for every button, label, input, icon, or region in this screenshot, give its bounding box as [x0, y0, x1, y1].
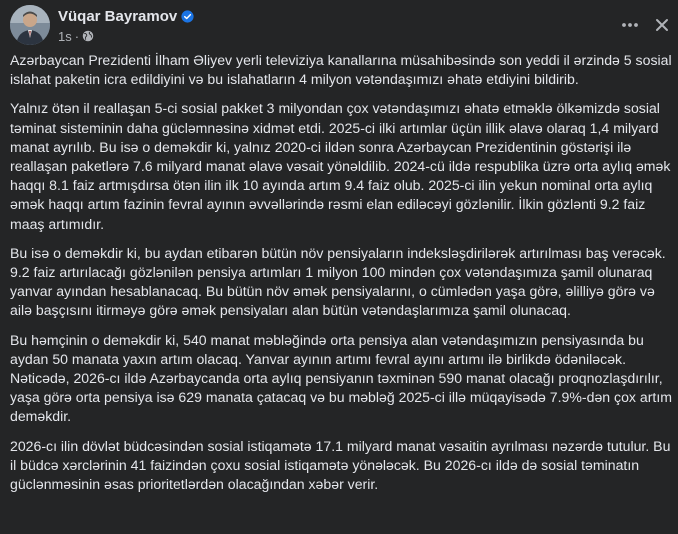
author-line — [58, 7, 194, 25]
post-body — [10, 51, 672, 504]
meta-separator: · — [74, 28, 80, 44]
author-name[interactable]: Vüqar Bayramov — [58, 7, 178, 25]
avatar[interactable] — [10, 5, 50, 45]
more-options-button[interactable] — [612, 7, 648, 43]
post-header — [10, 3, 670, 47]
post-timestamp[interactable]: 1s — [58, 28, 72, 44]
post-paragraph: Bu həmçinin o deməkdir ki, 540 manat məbləğində orta pensiya alan vətəndaşımızın pensiyasında bu aydan 50 manata yaxın artım olacaq. Yanvar ayının artımı fevral ayını artımı ilə birlikdə ödəniləcək. Nəticədə, 2026-cı ildə Azərbaycanda orta aylıq pensiyanın təxminən 590 manat olacağı proqnozlaşdırılır, yaşa görə orta pensiya isə 629 manata çatacaq və bu məbləğ 2025-ci illə müqayisədə 7.9%-dən çox artım deməkdir. — [10, 331, 673, 425]
verified-badge-icon — [181, 10, 194, 23]
hide-post-button[interactable] — [644, 7, 678, 43]
close-icon — [652, 15, 672, 35]
post-meta — [58, 28, 94, 44]
profile-photo-icon — [10, 5, 50, 45]
more-horizontal-icon — [620, 15, 640, 35]
post-paragraph: 2026-cı ilin dövlət büdcəsindən sosial istiqamətə 17.1 milyard manat vəsaitin ayrılması nəzərdə tutulur. Bu il büdcə xərclərinin 41 faizindən çoxu sosial istiqamətə yönələcək. Bu 2026-cı ildə də sosial təminatın güclənməsinin əsas prioritetlərdən olacağından xəbər verir. — [10, 437, 671, 493]
post-paragraph: Azərbaycan Prezidenti İlham Əliyev yerli televiziya kanallarına müsahibəsində son yeddi il ərzində 5 sosial islahat paketin icra edildiyini və bu islahatların 4 milyon vətəndaşımızı əhatə etdiyini bildirib. — [10, 52, 672, 88]
post-paragraph: Yalnız ötən il reallaşan 5-ci sosial pakket 3 milyondan çox vətəndaşımızı əhatə etməklə ölkəmizdə sosial təminat sisteminin daha gücləmnəsinə xidmət etdi. 2025-ci ilki artımlar üçün illik əlavə olaraq 1,4 milyard manat ayrılıb. Bu isə o deməkdir ki, yalnız 2020-ci ildən sonra Azərbaycan Prezidentinin göstərişi ilə reallaşan paketlərə 7.6 milyard manat əlavə vəsait yönəldilib. 2024-cü ildə respublika üzrə orta aylıq əmək haqqı 8.1 faiz artmışdırsa ötən ilin ilk 10 ayında artım 9.4 faiz olub. 2025-ci ilin yekun nominal orta aylıq əmək haqqı artım fazinin fevral ayının əvvəllərində rəsmi elan ediləcəyi gözlənilir. İlkin gözlənti 9.2 faiz maaş artımıdır. — [10, 100, 671, 232]
post-paragraph: Bu isə o deməkdir ki, bu aydan etibarən bütün növ pensiyaların indeksləşdirilərək artırılması baş verəcək. 9.2 faiz artırılacağı gözlənilən pensiya artımları 1 milyon 100 mindən çox vətəndaşımıza şamil olunaraq yanvar ayından hesablanacaq. Bu bütün növ əmək pensiyalarını, o cümlədən yaşa görə, əlilliyə görə və ailə başçısını itirməyə görə əmək pensiyaları alan bütün vətəndaşlarımıza şamil olunacaq. — [10, 244, 666, 319]
globe-icon[interactable] — [82, 30, 94, 42]
